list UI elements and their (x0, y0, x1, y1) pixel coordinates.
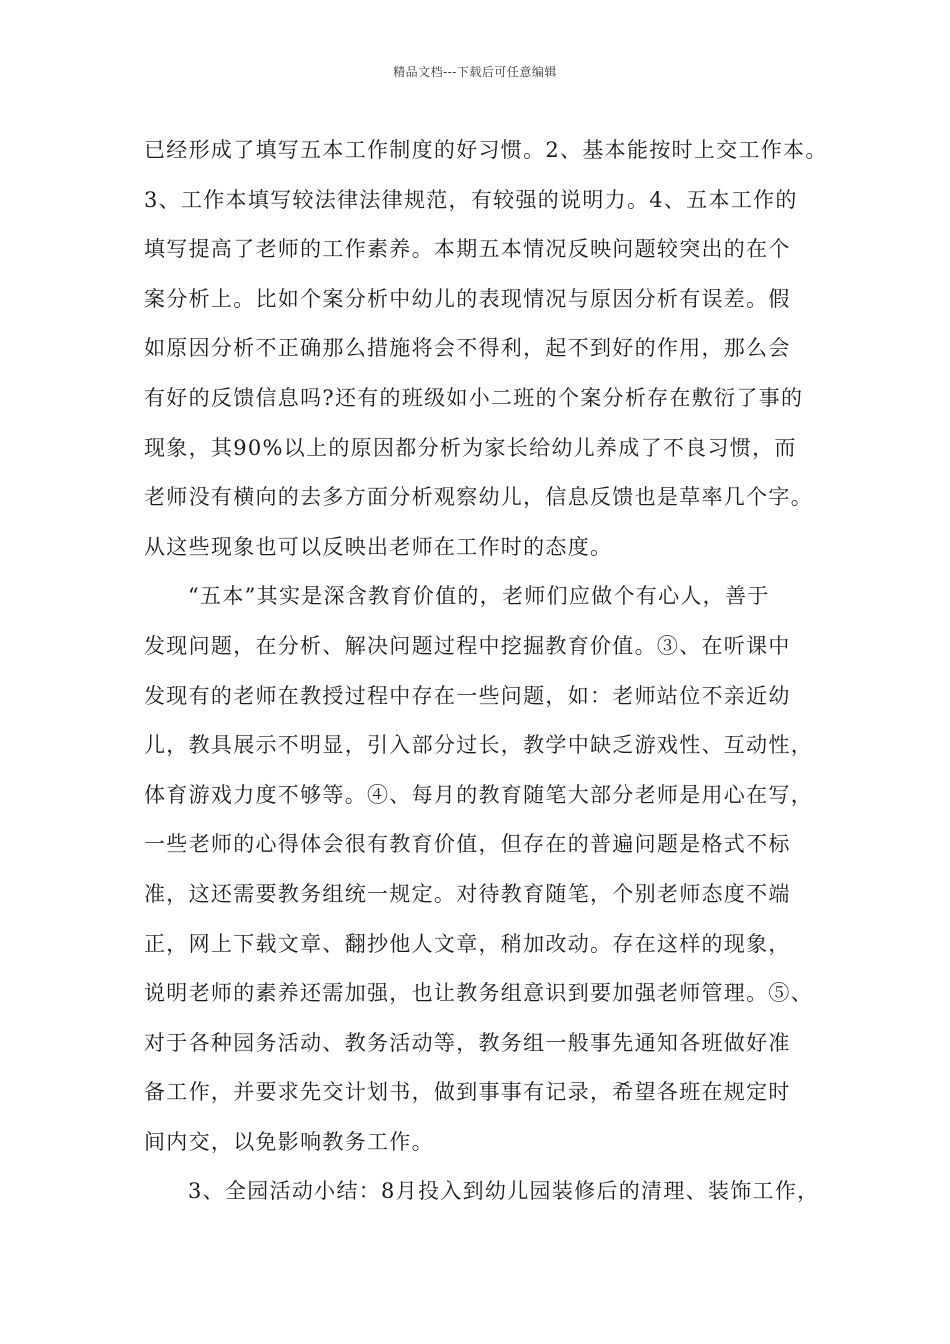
body-text (144, 126, 832, 1217)
text-line: 备工作，并要求先交计划书，做到事事有记录，希望各班在规定时 (144, 1080, 791, 1105)
text-line: 间内交，以免影响教务工作。 (144, 1129, 434, 1154)
text-line: 从这些现象也可以反映出老师在工作时的态度。 (144, 534, 613, 559)
text-line: 老师没有横向的去多方面分析观察幼儿，信息反馈也是草率几个字。 (144, 485, 813, 510)
text-line: 发现问题，在分析、解决问题过程中挖掘教育价值。③、在听课中 (144, 633, 791, 658)
text-line: 正，网上下载文章、翻抄他人文章，稍加改动。存在这样的现象， (144, 931, 791, 956)
text-line: 现象，其90%以上的原因都分析为家长给幼儿养成了不良习惯，而 (144, 435, 797, 460)
text-line: 儿，教具展示不明显，引入部分过长，教学中缺乏游戏性、互动性， (144, 733, 813, 758)
text-line: 体育游戏力度不够等。④、每月的教育随笔大部分老师是用心在写， (144, 782, 813, 807)
page-header: 精品文档---下载后可任意编辑 (393, 65, 557, 79)
text-line: 一些老师的心得体会很有教育价值，但存在的普遍问题是格式不标 (144, 832, 791, 857)
text-line: 填写提高了老师的工作素养。本期五本情况反映问题较突出的在个 (144, 237, 791, 262)
text-line: 准，这还需要教务组统一规定。对待教育随笔，个别老师态度不端 (144, 881, 791, 906)
paragraph-start-line: 3、全园活动小结：8月投入到幼儿园装修后的清理、装饰工作， (188, 1179, 820, 1204)
text-line: 已经形成了填写五本工作制度的好习惯。2、基本能按时上交工作本。 (144, 138, 828, 162)
text-line: 有好的反馈信息吗?还有的班级如小二班的个案分析存在敷衍了事的 (144, 385, 804, 410)
text-line: 案分析上。比如个案分析中幼儿的表现情况与原因分析有误差。假 (144, 286, 791, 311)
text-line: 3、工作本填写较法律法律规范，有较强的说明力。4、五本工作的 (144, 187, 798, 212)
text-line: 对于各种园务活动、教务活动等，教务组一般事先通知各班做好准 (144, 1030, 791, 1055)
text-line: 发现有的老师在教授过程中存在一些问题，如：老师站位不亲近幼 (144, 683, 791, 708)
text-line: 如原因分析不正确那么措施将会不得利，起不到好的作用，那么会 (144, 336, 791, 361)
paragraph-start-line: “五本”其实是深含教育价值的，老师们应做个有心人，善于 (188, 584, 770, 609)
text-line: 说明老师的素养还需加强，也让教务组意识到要加强老师管理。⑤、 (144, 981, 813, 1006)
